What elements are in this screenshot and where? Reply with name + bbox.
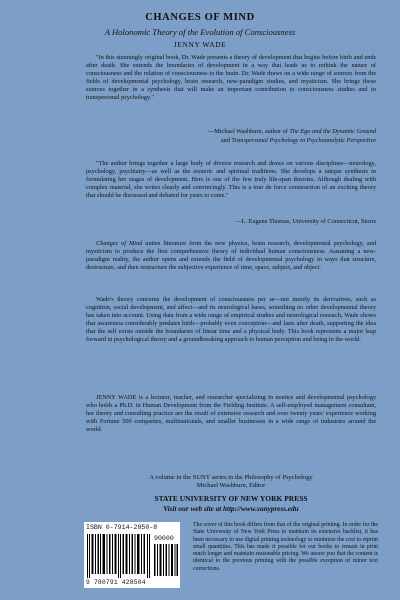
series-editor: Michael Washburn, Editor [196,482,266,490]
attribution-prefix: —Michael Washburn, author of [207,128,290,135]
author-bio: JENNY WADE is a lecturer, teacher, and researcher specializing in noetics and developmental psychology who holds a Ph.D. in Human Development from the Fielding Institute. A self-employed management consultant, her theory and consulting practice are the result of extensive research and over twenty years' experience working with Fortune 500 companies, multinationals, and smaller businesses in a wide range of industries around the world. [86,394,376,434]
attribution-book-title: Transpersonal Psychology in Psychoanalytic Perspective [231,137,376,144]
publisher-website: Visit our web site at http://www.sunypress.edu [163,505,299,513]
description-intro-text: unites literature from the new physics, brain research, developmental psychology, and mysticism to produce the first comprehensive theory of individual human consciousness. Assuming a new-paradigm reality, the author opens and extends the field of developmental psychology in ways that structure, destructure, and then restructure the subjective experience of time, space, subject, and object. [86,240,376,272]
attribution-book-title: The Ego and the Dynamic Ground [289,128,376,135]
publisher-name: STATE UNIVERSITY OF NEW YORK PRESS [154,494,308,503]
book-subtitle: A Holonomic Theory of the Evolution of Consciousness [104,27,296,37]
review-thomas: "The author brings together a large body of diverse research and draws on various disciplines—neurology, psychology, psychiatry—as well as the esoteric and spiritual traditions. She develops a unique synthesis in formulating her stages of development. Hers is one of the few truly life-span theories. Although dealing with complex material, she writes clearly and convincingly. This is a tour de force construction of an exciting theory that should be discussed and debated for years to come." [86,160,376,200]
review-washburn-attribution-line1 [106,128,376,136]
description-intro [86,240,376,272]
price-code: 90000 [154,535,174,542]
barcode [84,522,180,588]
review-thomas-attribution: —L. Eugene Thomas, University of Connecticut, Storrs [235,218,376,225]
review-washburn: "In this stunningly original book, Dr. Wade presents a theory of development that begins before birth and ends after death. She extends the boundaries of development in a way that leads us to rethink the nature of consciousness and the relation of consciousness to the brain. Dr. Wade draws on a wide range of sources from the fields of developmental psychology, brain research, new-paradigm studies, and mysticism. She brings these sources together in a synthesis that will make an important contribution to consciousness studies and to transpersonal psychology." [86,54,376,102]
ean-digits: 9 780791 428504 [86,579,146,586]
reprint-notice: The cover of this book differs from that of the original printing. In order for the State University of New York Press to maintain its extensive backlist, it has been necessary to use digital printing technology to minimize the cost to reprint small quantities. This has made it possible for our books to remain in print much longer and maintain reasonable pricing. We assure you that the content is identical to the previous printing with the possible exception of minor text corrections. [193,522,378,572]
ean-barcode-icon [87,534,151,578]
description-book-title: Changes of Mind [96,240,143,247]
attribution-prefix: and [220,137,232,144]
series-name: A volume in the SUNY series in the Philosophy of Psychology [149,474,313,481]
book-title: CHANGES OF MIND [145,12,255,23]
isbn-label: ISBN 0-7914-2850-8 [86,524,158,531]
description-theory: Wade's theory concerns the development of consciousness per se—not merely its derivatives, such as cognition, social development, and affect—and its neurological bases, something no other developmental theory has taken into account. Using data from a wide range of empirical studies and neurological research, Wade shows that awareness considerably predates birth—probably even conception—and lasts after death, supporting the idea that the self exists outside the boundaries of linear time and a physical body. This book represents a major leap forward in psychological theory and a groundbreaking approach to human perception and being in the world. [86,296,376,344]
series-note [86,474,376,491]
price-barcode-icon [154,544,178,576]
review-washburn-attribution-line2 [106,137,376,145]
book-author: JENNY WADE [173,40,227,49]
